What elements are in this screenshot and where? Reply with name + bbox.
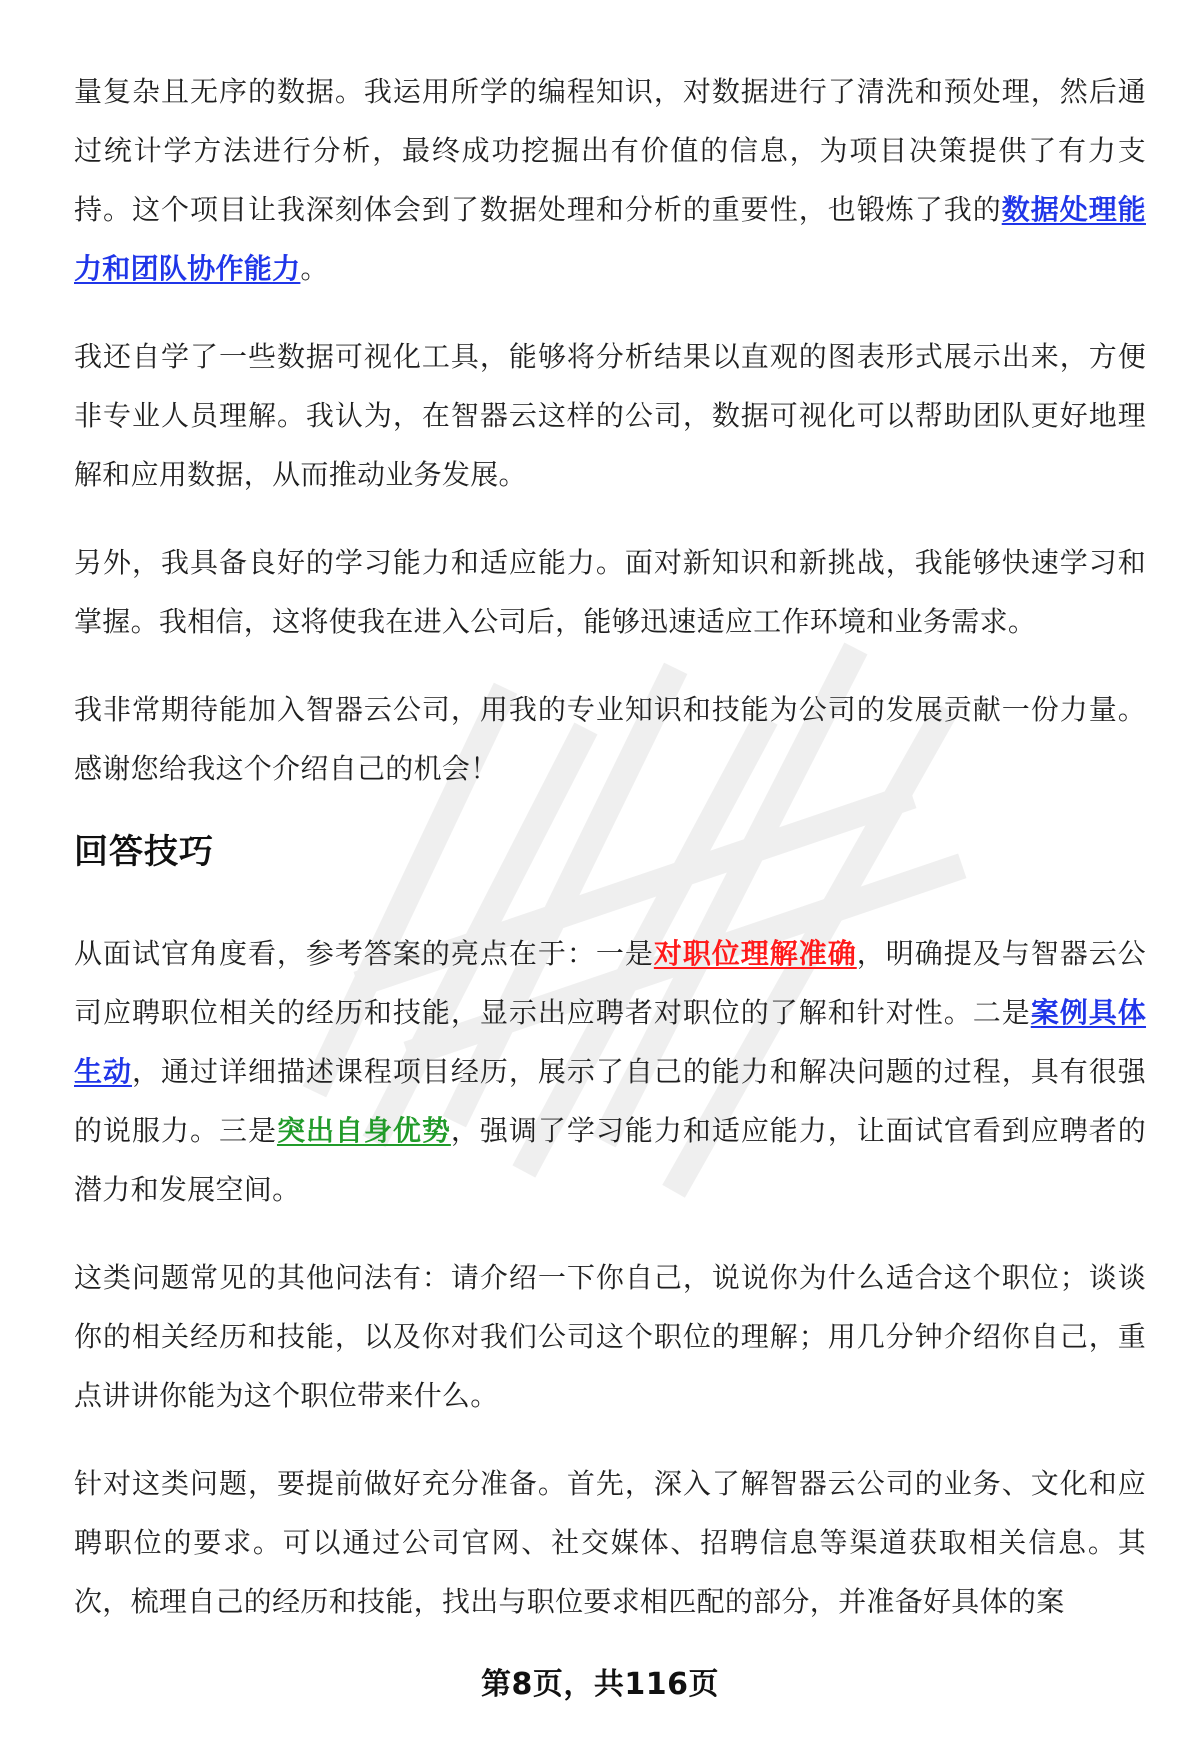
answer-paragraphs	[74, 62, 1146, 798]
highlighted-phrase: 突出自身优势	[276, 1114, 451, 1147]
paragraph-text: ，强调了学习能力和适应能力，让面试官看到应聘者的潜力和发展空间。	[74, 1114, 1147, 1206]
tips-paragraph	[74, 1454, 1146, 1631]
paragraph-text: ，通过详细描述课程项目经历，展示了自己的能力和解决问题的过程，具有很强的说服力。三是	[74, 1055, 1146, 1147]
document-body	[74, 62, 1146, 1660]
paragraph-text: 我还自学了一些数据可视化工具，能够将分析结果以直观的图表形式展示出来，方便非专业人员理解。我认为，在智器云这样的公司，数据可视化可以帮助团队更好地理解和应用数据，从而推动业务发展。	[74, 340, 1146, 491]
paragraph-text: 。	[300, 252, 329, 285]
paragraph-text: 另外，我具备良好的学习能力和适应能力。面对新知识和新挑战，我能够快速学习和掌握。我相信，这将使我在进入公司后，能够迅速适应工作环境和业务需求。	[74, 546, 1146, 638]
paragraph-text: 量复杂且无序的数据。我运用所学的编程知识，对数据进行了清洗和预处理，然后通过统计学方法进行分析，最终成功挖掘出有价值的信息，为项目决策提供了有力支持。这个项目让我深刻体会到了数据处理和分析的重要性，也锻炼了我的	[74, 75, 1146, 226]
paragraph-text: 我非常期待能加入智器云公司，用我的专业知识和技能为公司的发展贡献一份力量。感谢您给我这个介绍自己的机会！	[74, 693, 1146, 785]
paragraph-text: 这类问题常见的其他问法有：请介绍一下你自己，说说你为什么适合这个职位；谈谈你的相关经历和技能，以及你对我们公司这个职位的理解；用几分钟介绍你自己，重点讲讲你能为这个职位带来什么。	[74, 1261, 1146, 1412]
answer-paragraph	[74, 680, 1146, 798]
tips-paragraph	[74, 924, 1146, 1219]
tips-paragraphs	[74, 924, 1146, 1631]
highlighted-phrase: 案例具体生动	[74, 996, 1147, 1088]
paragraph-text: ，明确提及与智器云公司应聘职位相关的经历和技能，显示出应聘者对职位的了解和针对性。二是	[74, 937, 1146, 1029]
answer-paragraph	[74, 62, 1146, 298]
tips-paragraph	[74, 1248, 1146, 1425]
answer-paragraph	[74, 327, 1146, 504]
paragraph-text: 从面试官角度看，参考答案的亮点在于：一是	[74, 937, 654, 970]
highlighted-phrase: 对职位理解准确	[653, 937, 857, 970]
paragraph-text: 针对这类问题，要提前做好充分准备。首先，深入了解智器云公司的业务、文化和应聘职位的要求。可以通过公司官网、社交媒体、招聘信息等渠道获取相关信息。其次，梳理自己的经历和技能，找出与职位要求相匹配的部分，并准备好具体的案	[74, 1467, 1146, 1618]
answer-paragraph	[74, 533, 1146, 651]
section-heading: 回答技巧	[74, 832, 214, 872]
page-number-footer: 第8页，共116页	[481, 1667, 719, 1702]
highlighted-phrase: 数据处理能力和团队协作能力	[74, 193, 1146, 285]
